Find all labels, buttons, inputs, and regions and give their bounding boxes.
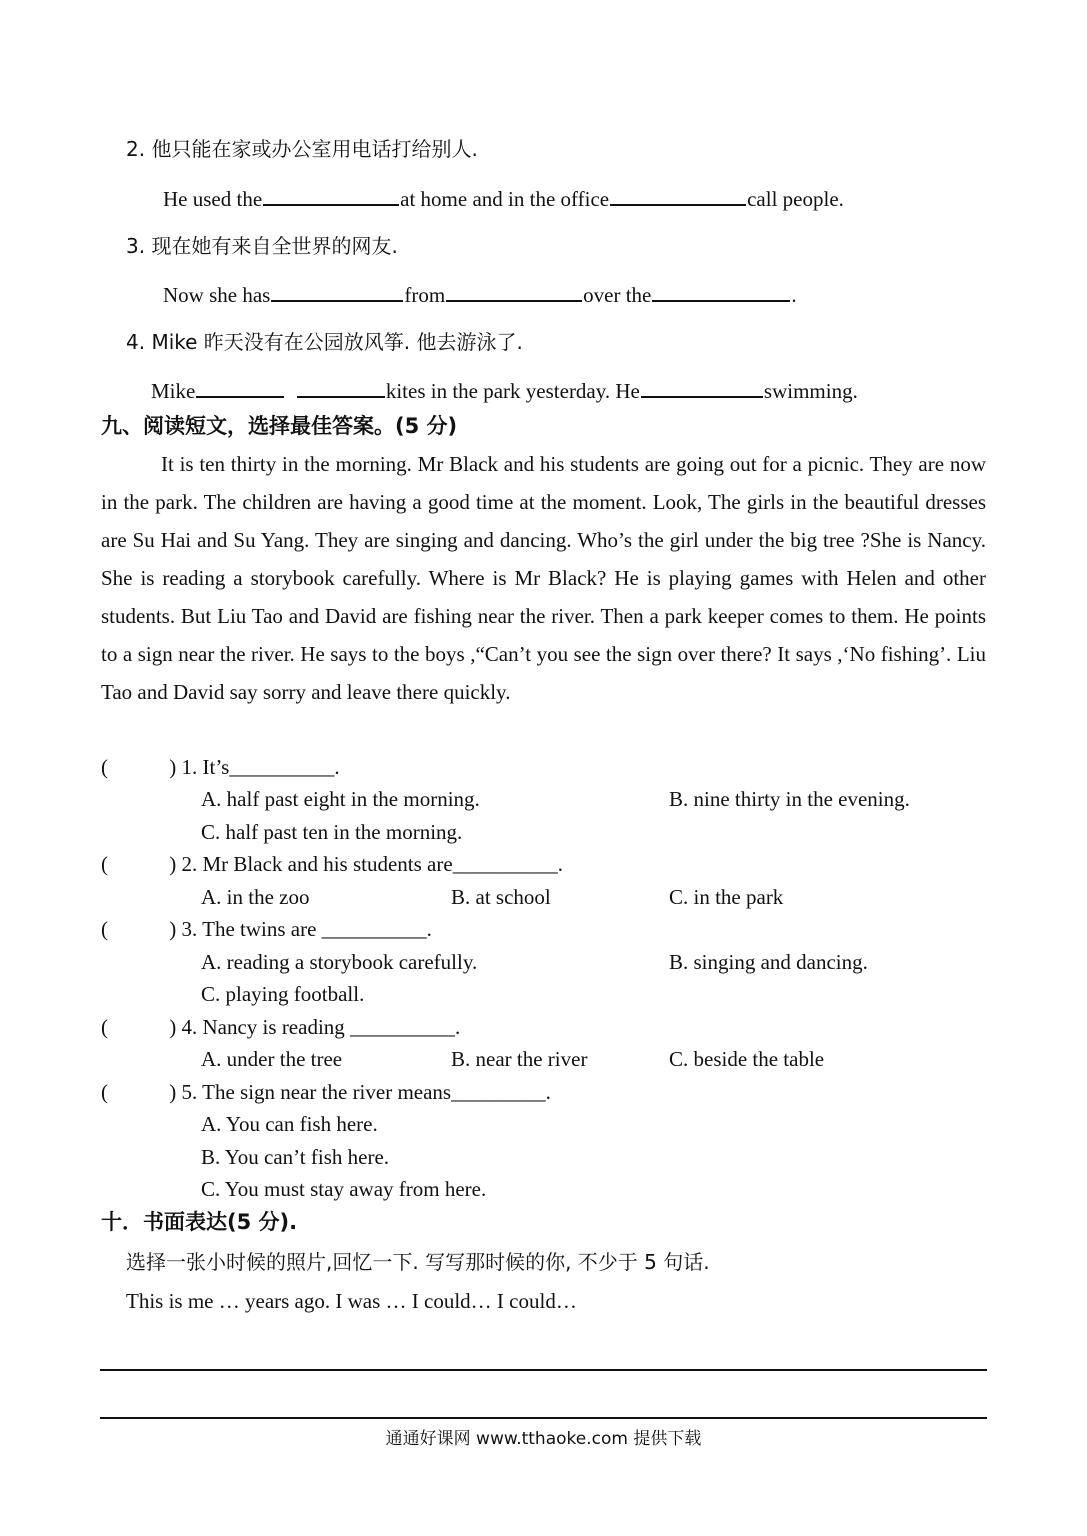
answer-paren-open: ( (101, 1080, 108, 1104)
q8-item-3-text-c: over the (583, 283, 652, 307)
answer-paren-open: ( (101, 1015, 108, 1039)
q8-item-2-chinese: 2. 他只能在家或办公室用电话打给别人. (126, 137, 478, 161)
answer-paren-open: ( (101, 755, 108, 779)
blank[interactable] (297, 376, 385, 398)
blank[interactable] (652, 280, 790, 302)
q8-item-3-text-d: . (791, 283, 797, 307)
question-2 (101, 850, 563, 878)
answer-paren-close: ) (169, 852, 177, 876)
q8-item-4-text-c: swimming. (763, 379, 858, 403)
q8-item-3-text-b: from (404, 283, 446, 307)
writing-instruction: 选择一张小时候的照片,回忆一下. 写写那时候的你, 不少于 5 句话. (126, 1250, 710, 1274)
q8-item-4-english (151, 376, 858, 405)
blank[interactable] (641, 376, 763, 398)
reading-passage (101, 445, 986, 711)
option: C. playing football. (201, 982, 365, 1006)
q8-item-4-text-b: kites in the park yesterday. He (385, 379, 640, 403)
option: A. in the zoo (201, 885, 310, 909)
q8-item-3-english (163, 280, 797, 309)
option: B. at school (451, 885, 551, 909)
option: A. reading a storybook carefully. (201, 950, 478, 974)
blank[interactable] (263, 184, 399, 206)
answer-paren-close: ) (169, 917, 177, 941)
section-9-heading: 九、阅读短文，选择最佳答案。(5 分) (101, 414, 458, 438)
passage-text: It is ten thirty in the morning. Mr Black and his students are going out for a picnic. They are now in the park. The children are having a good time at the moment. Look, The girls in the beautiful dresses are Su Hai and Su Yang. They are singing and dancing. Who’s the girl under the big tree ?She is Nancy. She is reading a storybook carefully. Where is Mr Black? He is playing games with Helen and other students. But Liu Tao and David are fishing near the river. Then a park keeper comes to them. He points to a sign near the river. He says to the boys ,“Can’t you see the sign over there? It says ,‘No fishing’. Liu Tao and David say sorry and leave there quickly. (101, 452, 986, 704)
q8-item-4-chinese (126, 328, 523, 356)
answer-paren-open: ( (101, 852, 108, 876)
question-stem: 2. Mr Black and his students are__________. (181, 852, 563, 876)
q8-item-2-text-c: call people. (747, 187, 844, 211)
answer-paren-close: ) (169, 1015, 177, 1039)
question-stem: 5. The sign near the river means_________. (181, 1080, 551, 1104)
question-4 (101, 1013, 460, 1041)
q8-item-2-text-a: He used the (163, 187, 263, 211)
answer-paren-open: ( (101, 917, 108, 941)
footer-divider (100, 1417, 987, 1419)
footer-text: 通通好课网 www.tthaoke.com 提供下载 (385, 1429, 702, 1449)
q8-item-4-text-a: Mike (151, 379, 196, 403)
option: B. near the river (451, 1047, 588, 1071)
writing-prompt: This is me … years ago. I was … I could… I could… (126, 1289, 577, 1313)
q8-item-3-chinese: 3. 现在她有来自全世界的网友. (126, 234, 398, 258)
question-stem: 3. The twins are __________. (181, 917, 432, 941)
section-10-heading: 十．书面表达(5 分). (101, 1210, 298, 1234)
question-1 (101, 753, 340, 781)
option: C. You must stay away from here. (201, 1177, 487, 1201)
q8-item-4-chinese-text: 4. Mike 昨天没有在公园放风筝. 他去游泳了. (126, 330, 523, 354)
option: C. beside the table (669, 1047, 825, 1071)
q8-item-2-english (163, 184, 844, 213)
option: A. half past eight in the morning. (201, 787, 480, 811)
question-stem: 4. Nancy is reading __________. (181, 1015, 461, 1039)
answer-paren-close: ) (169, 1080, 177, 1104)
option: B. You can’t fish here. (201, 1145, 390, 1169)
q8-item-3-text-a: Now she has (163, 283, 271, 307)
blank[interactable] (446, 280, 582, 302)
option: B. nine thirty in the evening. (669, 787, 910, 811)
blank[interactable] (271, 280, 403, 302)
question-stem: 1. It’s__________. (181, 755, 340, 779)
option: A. under the tree (201, 1047, 343, 1071)
option: C. in the park (669, 885, 784, 909)
question-5 (101, 1078, 551, 1106)
blank[interactable] (610, 184, 746, 206)
question-3 (101, 915, 432, 943)
option: B. singing and dancing. (669, 950, 868, 974)
option: C. half past ten in the morning. (201, 820, 463, 844)
writing-line[interactable] (100, 1369, 987, 1371)
option: A. You can fish here. (201, 1112, 378, 1136)
q8-item-2-text-b: at home and in the office (400, 187, 610, 211)
answer-paren-close: ) (169, 755, 177, 779)
blank[interactable] (196, 376, 284, 398)
